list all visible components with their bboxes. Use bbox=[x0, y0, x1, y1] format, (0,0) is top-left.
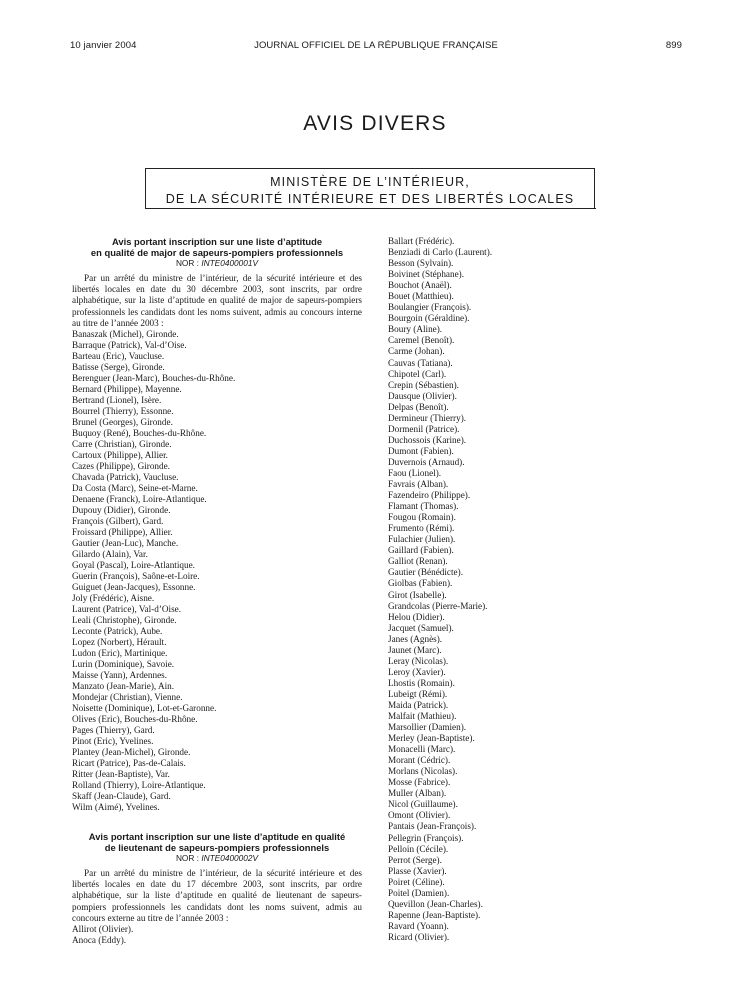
candidate-name: Laurent (Patrice), Val-d’Oise. bbox=[72, 604, 182, 615]
candidate-name: Lopez (Norbert), Hérault. bbox=[72, 637, 167, 648]
candidate-name: Lubeigt (Rémi). bbox=[388, 688, 448, 699]
candidate-name: Ricart (Patrice), Pas-de-Calais. bbox=[72, 758, 186, 769]
candidate-name: Caremel (Benoît). bbox=[388, 335, 455, 346]
nor-label: NOR : bbox=[175, 853, 199, 864]
header-page-number: 899 bbox=[665, 40, 682, 51]
candidate-name: Poitel (Damien). bbox=[388, 887, 450, 898]
candidate-name: Fougou (Romain). bbox=[388, 512, 456, 523]
candidate-name: Crepin (Sébastien). bbox=[388, 379, 459, 390]
candidate-name: Muller (Alban). bbox=[388, 788, 447, 799]
candidate-name: Frumento (Rémi). bbox=[388, 523, 455, 534]
candidate-name: Omont (Olivier). bbox=[388, 810, 451, 821]
candidate-name: Duchossois (Karine). bbox=[388, 434, 467, 445]
candidate-name: Leray (Nicolas). bbox=[388, 655, 449, 666]
candidate-name: Berenguer (Jean-Marc), Bouches-du-Rhône. bbox=[72, 373, 236, 384]
candidate-name: Ludon (Eric), Martinique. bbox=[72, 648, 168, 659]
candidate-name: Gautier (Jean-Luc), Manche. bbox=[72, 538, 179, 549]
candidate-name: Ballart (Frédéric). bbox=[388, 236, 455, 246]
ministry-line-1: MINISTÈRE DE L’INTÉRIEUR, bbox=[270, 175, 470, 189]
candidate-name: Girot (Isabelle). bbox=[388, 589, 447, 600]
candidate-name: Pantais (Jean-François). bbox=[388, 821, 477, 832]
candidate-name: Skaff (Jean-Claude), Gard. bbox=[72, 791, 171, 802]
candidate-name: Froissard (Philippe), Allier. bbox=[72, 527, 173, 538]
candidate-name: Allirot (Olivier). bbox=[72, 924, 134, 935]
notice-title-line-1: Avis portant inscription sur une liste d’aptitude bbox=[111, 236, 323, 247]
candidate-name: Jaunet (Marc). bbox=[388, 644, 442, 655]
candidate-name: Delpas (Benoît). bbox=[388, 401, 449, 412]
candidate-name: Fulachier (Julien). bbox=[388, 534, 456, 545]
candidate-name: Jacquet (Samuel). bbox=[388, 622, 454, 633]
ministry-heading-box bbox=[145, 168, 595, 209]
ministry-bottom-rule bbox=[145, 208, 596, 209]
candidate-name: Leroy (Xavier). bbox=[388, 666, 446, 677]
candidate-name: Merley (Jean-Baptiste). bbox=[388, 733, 475, 744]
candidate-list bbox=[72, 924, 362, 946]
notice-title-line-2: en qualité de major de sapeurs-pompiers professionnels bbox=[90, 247, 344, 258]
notice-title bbox=[72, 831, 362, 853]
candidate-name: Flamant (Thomas). bbox=[388, 501, 459, 512]
candidate-name: Goyal (Pascal), Loire-Atlantique. bbox=[72, 560, 195, 571]
candidate-name: Carre (Christian), Gironde. bbox=[72, 439, 172, 450]
nor-label: NOR : bbox=[175, 258, 199, 268]
candidate-name: Banaszak (Michel), Gironde. bbox=[72, 329, 179, 340]
notice-title-line-1: Avis portant inscription sur une liste d’aptitude en qualité bbox=[88, 831, 346, 843]
candidate-name: Buquoy (René), Bouches-du-Rhône. bbox=[72, 428, 207, 439]
candidate-name: Favrais (Alban). bbox=[388, 479, 449, 490]
ministry-line-2: DE LA SÉCURITÉ INTÉRIEURE ET DES LIBERTÉS LOCALES bbox=[165, 192, 575, 206]
candidate-name: Dormenil (Patrice). bbox=[388, 423, 460, 434]
notice-paragraph: Par un arrêté du ministre de l’intérieur, de la sécurité intérieure et des libertés locales en date du 30 décembre 2003, sont inscrits, par ordre alphabétique, sur la liste d’aptitude en qualité de major de sapeurs-pompiers professionnels les candidats dont les noms suivent, admis au concours interne au titre de l’année 2003 : bbox=[72, 273, 362, 328]
candidate-name: Helou (Didier). bbox=[388, 611, 445, 622]
candidate-name: Bernard (Philippe), Mayenne. bbox=[72, 384, 182, 395]
candidate-name: Lhostis (Romain). bbox=[388, 677, 455, 688]
candidate-name: Boivinet (Stéphane). bbox=[388, 269, 465, 280]
candidate-name: Dermineur (Thierry). bbox=[388, 412, 467, 423]
candidate-name: Bouchot (Anaël). bbox=[388, 280, 452, 291]
candidate-name: Chavada (Patrick), Vaucluse. bbox=[72, 472, 179, 483]
candidate-name: Pellegrin (François). bbox=[388, 832, 464, 843]
running-header bbox=[70, 40, 682, 54]
candidate-name: Mosse (Fabrice). bbox=[388, 777, 451, 788]
candidate-name: Morlans (Nicolas). bbox=[388, 766, 458, 777]
candidate-name: Besson (Sylvain). bbox=[388, 258, 454, 269]
candidate-name: Maisse (Yann), Ardennes. bbox=[72, 670, 168, 681]
candidate-name: Bourgoin (Géraldine). bbox=[388, 313, 470, 324]
candidate-name: Plasse (Xavier). bbox=[388, 865, 447, 876]
candidate-name: Brunel (Georges), Gironde. bbox=[72, 417, 173, 428]
candidate-name: Leali (Christophe), Gironde. bbox=[72, 615, 177, 626]
candidate-name: Noisette (Dominique), Lot-et-Garonne. bbox=[72, 703, 217, 714]
notice-major bbox=[72, 236, 362, 813]
candidate-name: Dupouy (Didier), Gironde. bbox=[72, 505, 171, 516]
candidate-name: Pinot (Eric), Yvelines. bbox=[72, 736, 154, 747]
candidate-name: Ritter (Jean-Baptiste), Var. bbox=[72, 769, 170, 780]
candidate-name: Benziadi di Carlo (Laurent). bbox=[388, 247, 493, 258]
candidate-name: Dumont (Fabien). bbox=[388, 445, 454, 456]
candidate-name: Bouet (Matthieu). bbox=[388, 291, 454, 302]
candidate-name: Quevillon (Jean-Charles). bbox=[388, 898, 483, 909]
candidate-name: Monacelli (Marc). bbox=[388, 744, 456, 755]
candidate-name: Gautier (Bénédicte). bbox=[388, 567, 463, 578]
candidate-name: Rolland (Thierry), Loire-Atlantique. bbox=[72, 780, 206, 791]
candidate-name: Rapenne (Jean-Baptiste). bbox=[388, 909, 481, 920]
candidate-name: Fazendeiro (Philippe). bbox=[388, 490, 471, 501]
candidate-name: Leconte (Patrick), Aube. bbox=[72, 626, 163, 637]
candidate-list-continued bbox=[388, 236, 678, 943]
header-journal-title: JOURNAL OFFICIEL DE LA RÉPUBLIQUE FRANÇAISE bbox=[254, 40, 498, 51]
candidate-name: Faou (Lionel). bbox=[388, 467, 442, 478]
section-title: AVIS DIVERS bbox=[303, 112, 447, 135]
candidate-name: Boulangier (François). bbox=[388, 302, 472, 313]
candidate-name: François (Gilbert), Gard. bbox=[72, 516, 164, 527]
notice-title-line-2: de lieutenant de sapeurs-pompiers professionnels bbox=[104, 842, 330, 854]
candidate-name: Batisse (Serge), Gironde. bbox=[72, 362, 165, 373]
notice-lieutenant bbox=[72, 831, 362, 946]
candidate-name: Giolbas (Fabien). bbox=[388, 578, 453, 589]
candidate-name: Mondejar (Christian), Vienne. bbox=[72, 692, 183, 703]
candidate-name: Boury (Aline). bbox=[388, 324, 443, 335]
candidate-name: Dausque (Olivier). bbox=[388, 390, 457, 401]
candidate-name: Plantey (Jean-Michel), Gironde. bbox=[72, 747, 191, 758]
candidate-name: Pelloin (Cécile). bbox=[388, 843, 449, 854]
candidate-name: Gilardo (Alain), Var. bbox=[72, 549, 148, 560]
candidate-name: Barteau (Eric), Vaucluse. bbox=[72, 351, 165, 362]
candidate-name: Wilm (Aimé), Yvelines. bbox=[72, 802, 160, 813]
candidate-name: Malfait (Mathieu). bbox=[388, 711, 457, 722]
candidate-name: Carme (Johan). bbox=[388, 346, 445, 357]
candidate-name: Cauvas (Tatiana). bbox=[388, 357, 453, 368]
notice-title bbox=[72, 236, 362, 258]
candidate-name: Joly (Frédéric), Aisne. bbox=[72, 593, 155, 604]
candidate-name: Olives (Eric), Bouches-du-Rhône. bbox=[72, 714, 198, 725]
candidate-name: Nicol (Guillaume). bbox=[388, 799, 458, 810]
candidate-name: Poiret (Céline). bbox=[388, 876, 445, 887]
candidate-name: Ravard (Yoann). bbox=[388, 920, 449, 931]
candidate-name: Galliot (Renan). bbox=[388, 556, 448, 567]
candidate-name: Marsollier (Damien). bbox=[388, 722, 467, 733]
candidate-name: Denaene (Franck), Loire-Atlantique. bbox=[72, 494, 207, 505]
right-column bbox=[388, 236, 678, 943]
candidate-name: Da Costa (Marc), Seine-et-Marne. bbox=[72, 483, 198, 494]
candidate-name: Lurin (Dominique), Savoie. bbox=[72, 659, 175, 670]
candidate-name: Guiguet (Jean-Jacques), Essonne. bbox=[72, 582, 196, 593]
header-date: 10 janvier 2004 bbox=[70, 40, 137, 51]
candidate-name: Ricard (Olivier). bbox=[388, 931, 450, 942]
candidate-name: Grandcolas (Pierre-Marie). bbox=[388, 600, 488, 611]
candidate-name: Guerin (François), Saône-et-Loire. bbox=[72, 571, 200, 582]
candidate-name: Janes (Agnès). bbox=[388, 633, 443, 644]
left-column bbox=[72, 236, 362, 946]
nor-code: INTE0400001V bbox=[201, 258, 259, 268]
candidate-name: Manzato (Jean-Marie), Ain. bbox=[72, 681, 175, 692]
candidate-name: Duvernois (Arnaud). bbox=[388, 456, 465, 467]
candidate-name: Chipotel (Carl). bbox=[388, 368, 447, 379]
nor-reference bbox=[72, 258, 362, 269]
notice-paragraph: Par un arrêté du ministre de l’intérieur, de la sécurité intérieure et des libertés locales en date du 17 décembre 2003, sont inscrits, par ordre alphabétique, sur la liste d’aptitude en qualité de lieutenant de sapeurs-pompiers professionnels les candidats dont les noms suivent, admis au concours externe au titre de l’année 2003 : bbox=[72, 868, 362, 923]
candidate-name: Barraque (Patrick), Val-d’Oise. bbox=[72, 340, 187, 351]
candidate-name: Anoca (Eddy). bbox=[72, 935, 127, 946]
candidate-list bbox=[72, 329, 362, 813]
nor-code: INTE0400002V bbox=[201, 853, 259, 864]
candidate-name: Morant (Cédric). bbox=[388, 755, 451, 766]
candidate-name: Cartoux (Philippe), Allier. bbox=[72, 450, 168, 461]
candidate-name: Maida (Patrick). bbox=[388, 699, 449, 710]
nor-reference bbox=[72, 853, 362, 864]
candidate-name: Pages (Thierry), Gard. bbox=[72, 725, 155, 736]
candidate-name: Perrot (Serge). bbox=[388, 854, 442, 865]
candidate-name: Cazes (Philippe), Gironde. bbox=[72, 461, 170, 472]
candidate-name: Bourrel (Thierry), Essonne. bbox=[72, 406, 174, 417]
candidate-name: Gaillard (Fabien). bbox=[388, 545, 454, 556]
candidate-name: Bertrand (Lionel), Isère. bbox=[72, 395, 162, 406]
